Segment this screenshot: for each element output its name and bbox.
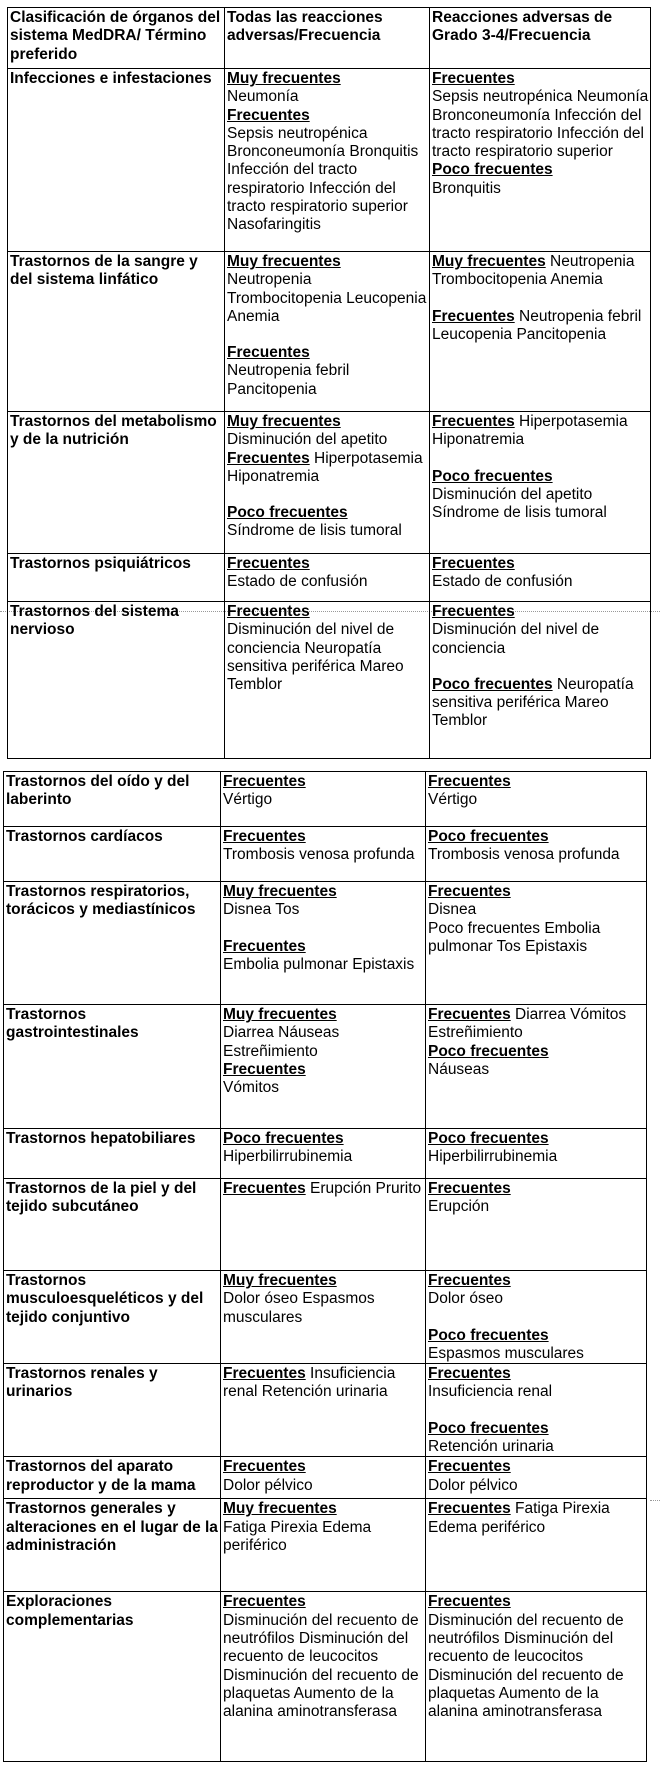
reaction-terms: Sepsis neutropénica Bronconeumonía Bronquitis Infección del tracto respiratorio Infección del tracto respiratorio superior Nasofaringitis bbox=[227, 124, 419, 234]
grade-3-4-cell bbox=[426, 882, 647, 1005]
frequency-entry bbox=[227, 621, 428, 694]
frequency-entry bbox=[223, 901, 424, 919]
frequency-entry bbox=[428, 1061, 645, 1079]
organ-class-cell: Trastornos de la sangre y del sistema linfático bbox=[8, 252, 225, 412]
grade-3-4-cell bbox=[426, 1179, 647, 1271]
frequency-label: Frecuentes bbox=[223, 773, 306, 790]
reaction-terms: Embolia pulmonar Epistaxis bbox=[223, 955, 415, 973]
frequency-entry bbox=[428, 883, 645, 901]
frequency-entry bbox=[223, 883, 424, 901]
frequency-entry bbox=[223, 1272, 424, 1290]
all-reactions-cell bbox=[221, 827, 426, 882]
reaction-terms: Espasmos musculares bbox=[428, 1344, 584, 1362]
header-grade-3-4: Reacciones adversas de Grado 3-4/Frecuencia bbox=[430, 8, 651, 69]
all-reactions-cell bbox=[221, 1005, 426, 1129]
frequency-label: Frecuentes bbox=[223, 828, 306, 845]
frequency-label: Frecuentes bbox=[432, 555, 515, 572]
frequency-entry bbox=[428, 1198, 645, 1216]
frequency-entry bbox=[227, 362, 428, 399]
frequency-entry bbox=[223, 1290, 424, 1327]
reaction-terms: Hiperbilirrubinemia bbox=[428, 1148, 558, 1166]
frequency-label: Muy frecuentes bbox=[227, 253, 341, 270]
reaction-terms: Dolor pélvico bbox=[428, 1476, 518, 1494]
organ-class-cell: Trastornos respiratorios, torácicos y mediastínicos bbox=[4, 882, 221, 1005]
frequency-label: Frecuentes bbox=[223, 1180, 306, 1197]
reaction-terms: Bronquitis bbox=[432, 179, 501, 197]
frequency-entry bbox=[432, 70, 649, 88]
frequency-entry bbox=[428, 1180, 645, 1198]
grade-3-4-cell bbox=[430, 554, 651, 602]
table-row bbox=[8, 554, 651, 602]
table-row bbox=[4, 1005, 647, 1129]
frequency-label: Frecuentes bbox=[223, 1060, 306, 1078]
frequency-entry bbox=[432, 413, 649, 450]
reaction-terms: Diarrea Vómitos Estreñimiento bbox=[428, 1006, 627, 1042]
frequency-entry bbox=[223, 828, 424, 846]
grade-3-4-cell bbox=[430, 602, 651, 759]
paragraph-spacer bbox=[432, 450, 649, 468]
frequency-entry bbox=[223, 773, 424, 791]
frequency-entry bbox=[428, 828, 645, 846]
frequency-entry bbox=[223, 1130, 424, 1148]
paragraph-spacer bbox=[223, 920, 424, 938]
frequency-label: Muy frecuentes bbox=[432, 253, 546, 270]
header-all-reactions: Todas las reacciones adversas/Frecuencia bbox=[225, 8, 430, 69]
table-row bbox=[8, 412, 651, 554]
reaction-terms: Erupción Prurito bbox=[310, 1180, 422, 1197]
reaction-terms: Dolor óseo Espasmos musculares bbox=[223, 1290, 375, 1326]
frequency-entry bbox=[428, 773, 645, 791]
frequency-entry bbox=[428, 1593, 645, 1611]
reaction-terms: Disminución del apetito Síndrome de lisis tumoral bbox=[432, 485, 607, 522]
reaction-terms: Fatiga Pirexia Edema periférico bbox=[428, 1500, 610, 1536]
reaction-terms: Vértigo bbox=[223, 791, 273, 809]
all-reactions-cell bbox=[221, 1592, 426, 1762]
table-row bbox=[4, 772, 647, 827]
grade-3-4-cell bbox=[426, 1364, 647, 1457]
grade-3-4-cell bbox=[426, 1457, 647, 1499]
reaction-terms: Hiperpotasemia Hiponatremia bbox=[432, 413, 628, 449]
frequency-entry bbox=[428, 1290, 645, 1308]
reaction-terms: Disminución del nivel de conciencia bbox=[432, 621, 600, 657]
reaction-terms: Insuficiencia renal bbox=[428, 1383, 553, 1401]
all-reactions-cell bbox=[225, 602, 430, 759]
table-header-row bbox=[8, 8, 651, 69]
frequency-entry bbox=[223, 1458, 424, 1476]
table-row bbox=[4, 1499, 647, 1592]
all-reactions-cell bbox=[221, 1457, 426, 1499]
reaction-terms: Hiperbilirrubinemia bbox=[223, 1148, 353, 1166]
grade-3-4-cell bbox=[430, 412, 651, 554]
frequency-entry bbox=[428, 1383, 645, 1401]
frequency-entry bbox=[227, 70, 428, 88]
frequency-entry bbox=[223, 1148, 424, 1166]
frequency-entry bbox=[428, 1272, 645, 1290]
frequency-entry bbox=[428, 920, 645, 957]
frequency-label: Frecuentes bbox=[428, 1272, 511, 1289]
grade-3-4-cell bbox=[426, 772, 647, 827]
reaction-terms: Diarrea Náuseas Estreñimiento bbox=[223, 1024, 340, 1060]
reaction-terms: Erupción bbox=[428, 1198, 490, 1216]
frequency-entry bbox=[428, 1130, 645, 1148]
frequency-label: Frecuentes bbox=[428, 1500, 511, 1518]
frequency-entry bbox=[223, 846, 424, 864]
frequency-entry bbox=[432, 621, 649, 658]
frequency-label: Frecuentes bbox=[227, 344, 310, 362]
frequency-label: Poco frecuentes bbox=[428, 1042, 549, 1060]
table-row bbox=[4, 882, 647, 1005]
frequency-entry bbox=[223, 956, 424, 974]
frequency-entry bbox=[428, 1612, 645, 1722]
table-row bbox=[4, 1364, 647, 1457]
frequency-entry bbox=[227, 504, 428, 522]
reaction-terms: Neutropenia Trombocitopenia Anemia bbox=[432, 253, 635, 289]
frequency-entry bbox=[432, 180, 649, 198]
frequency-label: Frecuentes bbox=[428, 1180, 511, 1197]
frequency-entry bbox=[227, 431, 428, 449]
frequency-label: Frecuentes bbox=[432, 413, 515, 430]
reaction-terms: Insuficiencia renal Retención urinaria bbox=[223, 1365, 396, 1401]
reaction-terms: Estado de confusión bbox=[432, 573, 573, 591]
table-row bbox=[4, 1271, 647, 1364]
reaction-terms: Neutropenia febril Pancitopenia bbox=[227, 362, 350, 398]
reaction-terms: Disminución del nivel de conciencia Neuropatía sensitiva periférica Mareo Temblor bbox=[227, 621, 404, 694]
all-reactions-cell bbox=[221, 1129, 426, 1179]
reaction-terms: Disnea bbox=[428, 901, 477, 919]
frequency-label: Poco frecuentes bbox=[428, 1419, 549, 1437]
grade-3-4-cell bbox=[430, 252, 651, 412]
adverse-reactions-table-part1 bbox=[7, 7, 651, 759]
reaction-terms: Trombosis venosa profunda bbox=[223, 846, 415, 864]
all-reactions-cell bbox=[221, 1271, 426, 1364]
reaction-terms: Disminución del recuento de neutrófilos Disminución del recuento de leucocitos Disminución del recuento de plaquetas Aumento de la alanina aminotransferasa bbox=[223, 1611, 419, 1721]
frequency-entry bbox=[428, 846, 645, 864]
reaction-terms: Trombosis venosa profunda bbox=[428, 846, 620, 864]
frequency-entry bbox=[428, 901, 645, 919]
frequency-label: Frecuentes bbox=[428, 1006, 511, 1023]
frequency-label: Poco frecuentes bbox=[227, 504, 348, 522]
reaction-terms: Poco frecuentes Embolia pulmonar Tos Epistaxis bbox=[428, 919, 601, 955]
frequency-entry bbox=[432, 676, 649, 731]
paragraph-spacer bbox=[428, 1402, 645, 1420]
frequency-label: Poco frecuentes bbox=[432, 161, 553, 179]
reaction-terms: Dolor óseo bbox=[428, 1290, 503, 1308]
table-row bbox=[8, 252, 651, 412]
frequency-entry bbox=[432, 486, 649, 523]
organ-class-cell: Trastornos del metabolismo y de la nutrición bbox=[8, 412, 225, 554]
frequency-entry bbox=[227, 573, 428, 591]
frequency-label: Frecuentes bbox=[223, 1365, 306, 1383]
frequency-entry bbox=[223, 1024, 424, 1061]
reaction-terms: Neutropenia febril Leucopenia Pancitopenia bbox=[432, 307, 642, 343]
reaction-terms: Neumonía bbox=[227, 88, 299, 106]
frequency-entry bbox=[223, 1477, 424, 1495]
frequency-entry bbox=[428, 1327, 645, 1345]
frequency-entry bbox=[428, 1345, 645, 1363]
frequency-label: Muy frecuentes bbox=[223, 1272, 337, 1289]
frequency-entry bbox=[432, 88, 649, 161]
reaction-terms: Disminución del recuento de neutrófilos Disminución del recuento de leucocitos Disminución del recuento de plaquetas Aumento de la alanina aminotransferasa bbox=[428, 1611, 624, 1721]
frequency-label: Frecuentes bbox=[428, 883, 511, 900]
frequency-label: Frecuentes bbox=[227, 555, 310, 572]
grade-3-4-cell bbox=[426, 1271, 647, 1364]
all-reactions-cell bbox=[221, 882, 426, 1005]
frequency-label: Frecuentes bbox=[432, 603, 515, 620]
frequency-entry bbox=[428, 1420, 645, 1438]
frequency-entry bbox=[428, 1043, 645, 1061]
frequency-label: Frecuentes bbox=[428, 773, 511, 790]
table-row bbox=[4, 1457, 647, 1499]
reaction-terms: Hiperpotasemia Hiponatremia bbox=[227, 449, 423, 485]
frequency-label: Frecuentes bbox=[428, 1458, 511, 1476]
reaction-terms: Estado de confusión bbox=[227, 573, 368, 591]
reaction-terms: Disminución del apetito bbox=[227, 431, 388, 449]
all-reactions-cell bbox=[225, 252, 430, 412]
all-reactions-cell bbox=[221, 772, 426, 827]
paragraph-spacer bbox=[432, 290, 649, 308]
frequency-entry bbox=[227, 413, 428, 431]
frequency-entry bbox=[428, 1477, 645, 1495]
frequency-label: Frecuentes bbox=[223, 1593, 306, 1611]
organ-class-cell: Trastornos cardíacos bbox=[4, 827, 221, 882]
frequency-entry bbox=[227, 107, 428, 125]
header-organ-class: Clasificación de órganos del sistema MedDRA/ Término preferido bbox=[8, 8, 225, 69]
frequency-entry bbox=[223, 938, 424, 956]
frequency-entry bbox=[227, 603, 428, 621]
grade-3-4-cell bbox=[426, 1129, 647, 1179]
frequency-entry bbox=[432, 161, 649, 179]
frequency-label: Frecuentes bbox=[227, 603, 310, 620]
frequency-entry bbox=[428, 1458, 645, 1476]
frequency-entry bbox=[428, 1006, 645, 1043]
frequency-label: Muy frecuentes bbox=[227, 70, 341, 87]
organ-class-cell: Trastornos renales y urinarios bbox=[4, 1364, 221, 1457]
organ-class-cell: Trastornos del aparato reproductor y de la mama bbox=[4, 1457, 221, 1499]
frequency-label: Frecuentes bbox=[432, 70, 515, 87]
reaction-terms: Dolor pélvico bbox=[223, 1476, 313, 1494]
table-row bbox=[4, 827, 647, 882]
frequency-entry bbox=[223, 1612, 424, 1722]
paragraph-spacer bbox=[227, 326, 428, 344]
frequency-entry bbox=[432, 468, 649, 486]
all-reactions-cell bbox=[225, 412, 430, 554]
paragraph-spacer bbox=[428, 1309, 645, 1327]
table-row bbox=[8, 602, 651, 759]
frequency-label: Frecuentes bbox=[223, 937, 306, 955]
reaction-terms: Sepsis neutropénica Neumonía Bronconeumonía Infección del tracto respiratorio Infección del tracto respiratorio superior bbox=[432, 88, 649, 161]
frequency-label: Poco frecuentes bbox=[432, 467, 553, 485]
table-row bbox=[4, 1592, 647, 1762]
grade-3-4-cell bbox=[430, 69, 651, 252]
frequency-entry bbox=[227, 253, 428, 271]
frequency-entry bbox=[428, 1438, 645, 1456]
frequency-entry bbox=[223, 1006, 424, 1024]
reaction-terms: Vértigo bbox=[428, 791, 478, 809]
reaction-terms: Retención urinaria bbox=[428, 1438, 554, 1456]
organ-class-cell: Trastornos gastrointestinales bbox=[4, 1005, 221, 1129]
frequency-entry bbox=[227, 522, 428, 540]
frequency-entry bbox=[432, 555, 649, 573]
table-row bbox=[4, 1179, 647, 1271]
frequency-label: Frecuentes bbox=[223, 1458, 306, 1476]
organ-class-cell: Trastornos psiquiátricos bbox=[8, 554, 225, 602]
table-row bbox=[8, 69, 651, 252]
frequency-entry bbox=[428, 1148, 645, 1166]
frequency-label: Frecuentes bbox=[227, 449, 310, 467]
grade-3-4-cell bbox=[426, 1499, 647, 1592]
all-reactions-cell bbox=[221, 1499, 426, 1592]
frequency-entry bbox=[432, 308, 649, 345]
frequency-entry bbox=[227, 344, 428, 362]
frequency-label: Poco frecuentes bbox=[432, 675, 553, 693]
frequency-entry bbox=[223, 1519, 424, 1556]
frequency-label: Poco frecuentes bbox=[428, 1326, 549, 1344]
frequency-entry bbox=[227, 271, 428, 326]
reaction-terms: Disnea Tos bbox=[223, 901, 300, 919]
frequency-label: Muy frecuentes bbox=[223, 883, 337, 900]
frequency-label: Frecuentes bbox=[428, 1593, 511, 1611]
frequency-label: Frecuentes bbox=[432, 307, 515, 325]
frequency-entry bbox=[223, 1365, 424, 1402]
frequency-entry bbox=[432, 603, 649, 621]
frequency-label: Muy frecuentes bbox=[227, 413, 341, 430]
frequency-entry bbox=[227, 555, 428, 573]
frequency-entry bbox=[432, 573, 649, 591]
grade-3-4-cell bbox=[426, 1592, 647, 1762]
frequency-entry bbox=[223, 1061, 424, 1079]
reaction-terms: Náuseas bbox=[428, 1060, 490, 1078]
frequency-label: Muy frecuentes bbox=[223, 1006, 337, 1023]
frequency-entry bbox=[223, 791, 424, 809]
grade-3-4-cell bbox=[426, 1005, 647, 1129]
frequency-label: Poco frecuentes bbox=[428, 828, 549, 845]
reaction-terms: Vómitos bbox=[223, 1079, 279, 1097]
frequency-label: Frecuentes bbox=[227, 106, 310, 124]
organ-class-cell: Trastornos de la piel y del tejido subcutáneo bbox=[4, 1179, 221, 1271]
reaction-terms: Fatiga Pirexia Edema periférico bbox=[223, 1518, 372, 1554]
frequency-entry bbox=[432, 253, 649, 290]
frequency-entry bbox=[428, 1500, 645, 1537]
reaction-terms: Neutropenia Trombocitopenia Leucopenia Anemia bbox=[227, 271, 427, 325]
organ-class-cell: Infecciones e infestaciones bbox=[8, 69, 225, 252]
frequency-entry bbox=[223, 1500, 424, 1518]
organ-class-cell: Trastornos musculoesqueléticos y del tejido conjuntivo bbox=[4, 1271, 221, 1364]
frequency-label: Frecuentes bbox=[428, 1365, 511, 1383]
all-reactions-cell bbox=[225, 554, 430, 602]
paragraph-spacer bbox=[227, 486, 428, 504]
all-reactions-cell bbox=[221, 1364, 426, 1457]
frequency-entry bbox=[227, 450, 428, 487]
frequency-entry bbox=[227, 88, 428, 106]
reaction-terms: Neuropatía sensitiva periférica Mareo Temblor bbox=[432, 675, 634, 730]
frequency-label: Poco frecuentes bbox=[428, 1130, 549, 1147]
table-row bbox=[4, 1129, 647, 1179]
paragraph-spacer bbox=[432, 658, 649, 676]
frequency-entry bbox=[223, 1180, 424, 1198]
adverse-reactions-table-part2 bbox=[3, 771, 647, 1762]
page-break-line bbox=[650, 1500, 660, 1501]
reaction-terms: Síndrome de lisis tumoral bbox=[227, 522, 402, 540]
grade-3-4-cell bbox=[426, 827, 647, 882]
frequency-entry bbox=[223, 1079, 424, 1097]
all-reactions-cell bbox=[225, 69, 430, 252]
frequency-entry bbox=[227, 125, 428, 235]
organ-class-cell: Trastornos generales y alteraciones en el lugar de la administración bbox=[4, 1499, 221, 1592]
frequency-entry bbox=[428, 1365, 645, 1383]
organ-class-cell: Trastornos del sistema nervioso bbox=[8, 602, 225, 759]
frequency-label: Poco frecuentes bbox=[223, 1130, 344, 1147]
organ-class-cell: Trastornos del oído y del laberinto bbox=[4, 772, 221, 827]
all-reactions-cell bbox=[221, 1179, 426, 1271]
organ-class-cell: Exploraciones complementarias bbox=[4, 1592, 221, 1762]
organ-class-cell: Trastornos hepatobiliares bbox=[4, 1129, 221, 1179]
frequency-entry bbox=[223, 1593, 424, 1611]
frequency-label: Muy frecuentes bbox=[223, 1500, 337, 1518]
frequency-entry bbox=[428, 791, 645, 809]
